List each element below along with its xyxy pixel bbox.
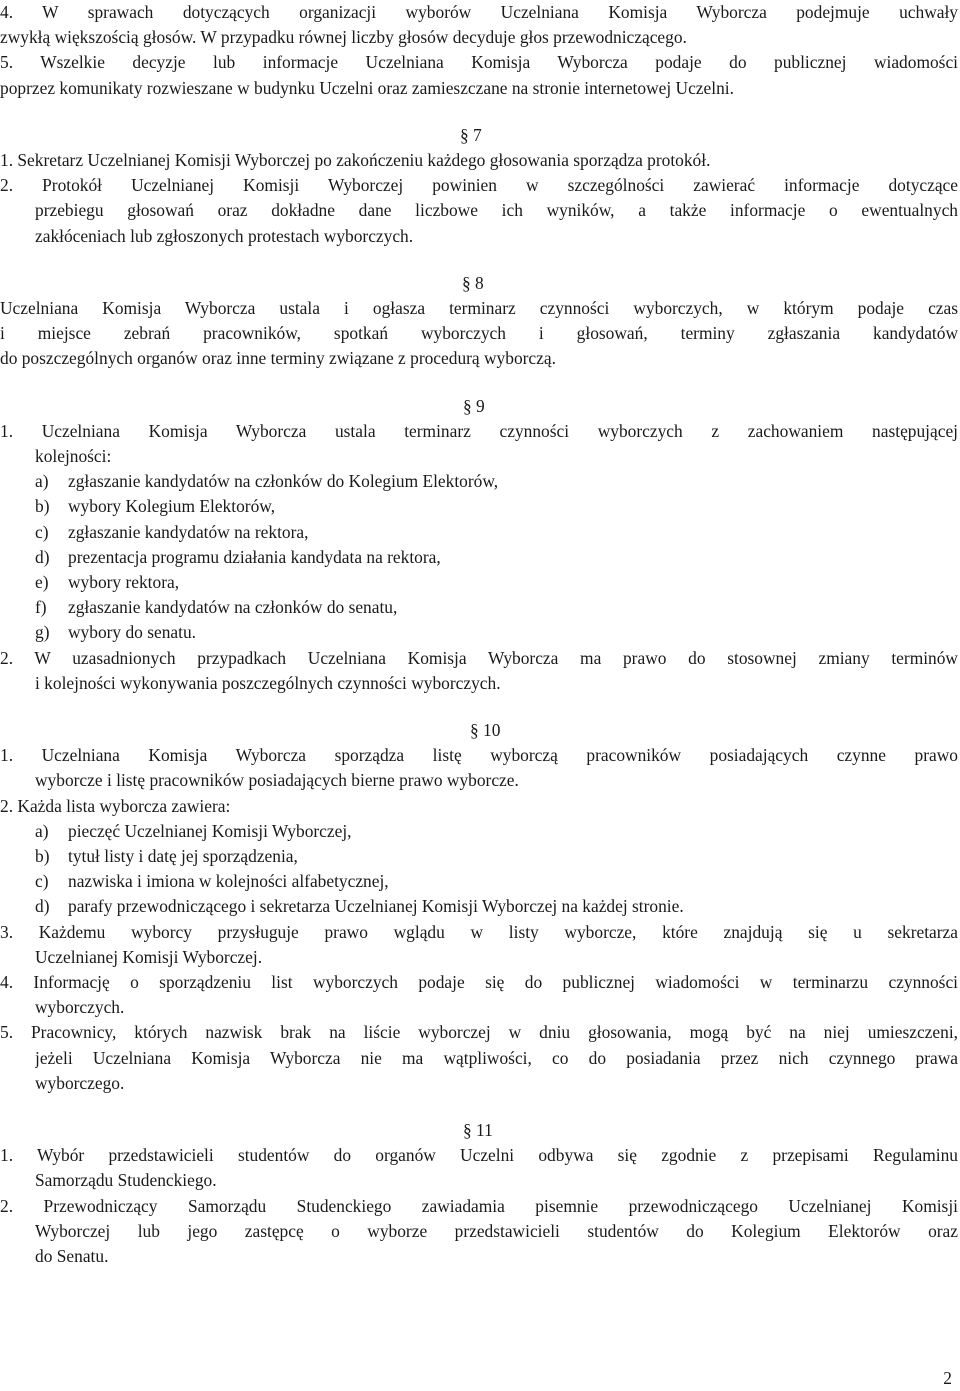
list-item-marker: a): [35, 820, 49, 841]
list-item-marker: f): [35, 597, 47, 618]
paragraph-line: wyborczych.: [35, 997, 125, 1018]
section-heading: § 10: [470, 720, 501, 740]
paragraph-line: 3. Każdemu wyborcy przysługuje prawo wglądu w listy wyborcze, które znajdują się u sekretarza: [0, 921, 958, 942]
paragraph-line: Samorządu Studenckiego.: [35, 1170, 217, 1191]
list-item-marker: c): [35, 871, 49, 892]
paragraph-line: 1. Uczelniana Komisja Wyborcza ustala terminarz czynności wyborczych z zachowaniem następującej: [0, 420, 958, 441]
paragraph-line: Uczelnianej Komisji Wyborczej.: [35, 946, 263, 967]
list-item-marker: d): [35, 896, 50, 917]
paragraph-line: 5. Wszelkie decyzje lub informacje Uczelniana Komisja Wyborcza podaje do publicznej wiadomości: [0, 52, 958, 73]
list-item-text: prezentacja programu działania kandydata na rektora,: [68, 546, 441, 567]
list-item-text: zgłaszanie kandydatów na członków do senatu,: [68, 597, 398, 618]
list-item-text: wybory do senatu.: [68, 622, 196, 643]
paragraph-line: i kolejności wykonywania poszczególnych czynności wyborczych.: [35, 672, 501, 693]
section-heading: § 9: [463, 395, 485, 416]
paragraph-line: kolejności:: [35, 446, 112, 466]
section-heading: § 8: [462, 272, 484, 293]
list-item-marker: g): [35, 622, 50, 643]
section-heading: § 7: [460, 124, 482, 145]
paragraph-line: Uczelniana Komisja Wyborcza ustala i ogłasza terminarz czynności wyborczych, w którym podaje czas: [0, 298, 958, 318]
list-item-text: parafy przewodniczącego i sekretarza Uczelnianej Komisji Wyborczej na każdej stronie.: [68, 896, 684, 917]
page-number: 2: [943, 1368, 952, 1388]
paragraph-line: 1. Sekretarz Uczelnianej Komisji Wyborczej po zakończeniu każdego głosowania sporządza protokół.: [0, 150, 711, 170]
list-item-text: zgłaszanie kandydatów na rektora,: [68, 521, 309, 542]
list-item-marker: e): [35, 572, 49, 592]
paragraph-line: 2. Każda lista wyborcza zawiera:: [0, 795, 231, 816]
paragraph-line: Wyborczej lub jego zastępcę o wyborze przedstawicieli studentów do Kolegium Elektorów oraz: [35, 1220, 958, 1241]
list-item-text: wybory rektora,: [68, 572, 180, 592]
list-item-text: zgłaszanie kandydatów na członków do Kolegium Elektorów,: [68, 471, 499, 492]
list-item-marker: d): [35, 546, 50, 567]
paragraph-line: zwykłą większością głosów. W przypadku równej liczby głosów decyduje głos przewodniczącego.: [0, 27, 687, 48]
list-item-text: nazwiska i imiona w kolejności alfabetycznej,: [68, 871, 389, 892]
paragraph-line: i miejsce zebrań pracowników, spotkań wyborczych i głosowań, terminy zgłaszania kandydatów: [0, 323, 958, 344]
paragraph-line: do poszczególnych organów oraz inne terminy związane z procedurą wyborczą.: [0, 348, 556, 369]
paragraph-line: wyborczego.: [35, 1072, 125, 1093]
paragraph-line: poprzez komunikaty rozwieszane w budynku Uczelni oraz zamieszczane na stronie internetowej Uczelni.: [0, 77, 734, 98]
list-item-text: wybory Kolegium Elektorów,: [68, 496, 276, 517]
section-heading: § 11: [463, 1120, 493, 1140]
paragraph-line: jeżeli Uczelniana Komisja Wyborcza nie ma wątpliwości, co do posiadania przez nich czynnego prawa: [35, 1047, 958, 1068]
paragraph-line: 1. Uczelniana Komisja Wyborcza sporządza listę wyborczą pracowników posiadających czynne prawo: [0, 745, 958, 766]
paragraph-line: przebiegu głosowań oraz dokładne dane liczbowe ich wyników, a także informacje o ewentualnych: [35, 200, 958, 221]
paragraph-line: 2. Protokół Uczelnianej Komisji Wyborczej powinien w szczególności zawierać informacje dotyczące: [0, 175, 958, 196]
list-item-marker: b): [35, 496, 50, 517]
list-item-marker: b): [35, 846, 50, 866]
paragraph-line: 2. W uzasadnionych przypadkach Uczelniana Komisja Wyborcza ma prawo do stosownej zmiany terminów: [0, 647, 958, 668]
paragraph-line: 2. Przewodniczący Samorządu Studenckiego zawiadamia pisemnie przewodniczącego Uczelnianej Komisji: [0, 1195, 958, 1216]
paragraph-line: do Senatu.: [35, 1246, 109, 1266]
paragraph-line: 4. W sprawach dotyczących organizacji wyborów Uczelniana Komisja Wyborcza podejmuje uchwały: [0, 2, 958, 22]
list-item-text: pieczęć Uczelnianej Komisji Wyborczej,: [68, 820, 352, 841]
paragraph-line: wyborcze i listę pracowników posiadających bierne prawo wyborcze.: [35, 770, 519, 791]
paragraph-line: zakłóceniach lub zgłoszonych protestach wyborczych.: [35, 225, 414, 246]
paragraph-line: 5. Pracownicy, których nazwisk brak na liście wyborczej w dniu głosowania, mogą być na niej umieszczeni,: [0, 1022, 958, 1043]
list-item-marker: c): [35, 521, 49, 542]
list-item-text: tytuł listy i datę jej sporządzenia,: [68, 846, 298, 866]
list-item-marker: a): [35, 471, 49, 492]
paragraph-line: 1. Wybór przedstawicieli studentów do organów Uczelni odbywa się zgodnie z przepisami Regulaminu: [0, 1145, 958, 1166]
paragraph-line: 4. Informację o sporządzeniu list wyborczych podaje się do publicznej wiadomości w terminarzu czynności: [0, 972, 958, 992]
